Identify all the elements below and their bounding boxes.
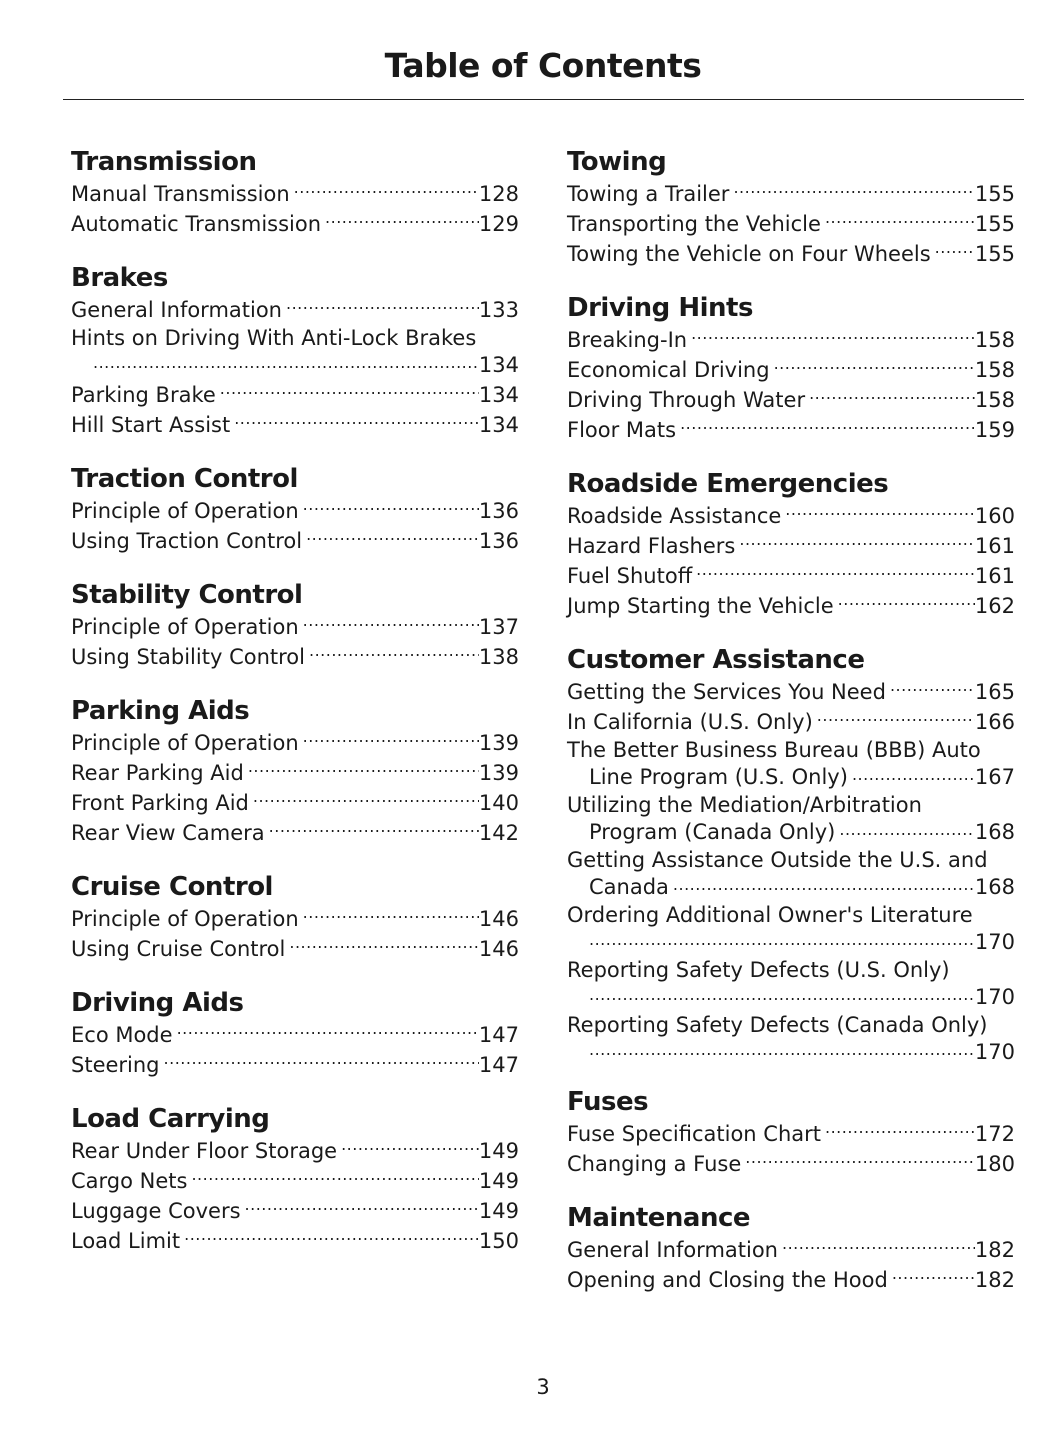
entry-page-number: 166	[974, 710, 1015, 734]
toc-entry[interactable]	[567, 737, 1015, 788]
dot-leader	[234, 411, 479, 432]
entry-title: Manual Transmission	[71, 182, 290, 206]
entry-page-number: 139	[478, 761, 519, 785]
toc-entry[interactable]	[71, 818, 519, 848]
dot-leader	[191, 1167, 478, 1188]
entry-page-number: 182	[974, 1238, 1015, 1262]
toc-entry[interactable]	[71, 1196, 519, 1226]
entry-title: Economical Driving	[567, 358, 770, 382]
entry-page-number: 149	[478, 1199, 519, 1223]
section-heading: Stability Control	[71, 580, 303, 610]
entry-page-number: 158	[974, 388, 1015, 412]
entry-title: Getting the Services You Need	[567, 680, 886, 704]
toc-entry[interactable]	[71, 1226, 519, 1256]
entry-page-number: 134	[478, 413, 519, 437]
toc-entry[interactable]	[567, 792, 1015, 843]
entry-title-continued: Canada	[589, 875, 669, 899]
toc-section-load-carrying	[71, 1102, 519, 1256]
section-heading: Traction Control	[71, 464, 298, 494]
entry-title: Fuel Shutoff	[567, 564, 693, 588]
toc-section-traction-control	[71, 462, 519, 556]
dot-leader	[184, 1227, 479, 1248]
entry-page-number: 172	[974, 1122, 1015, 1146]
toc-entry[interactable]	[567, 179, 1015, 209]
entry-title: General Information	[567, 1238, 778, 1262]
dot-leader	[269, 819, 479, 840]
dot-leader	[220, 381, 479, 402]
entry-page-number: 155	[974, 212, 1015, 236]
entry-page-number: 170	[974, 930, 1015, 954]
entry-title: Rear Parking Aid	[71, 761, 244, 785]
entry-page-number: 160	[974, 504, 1015, 528]
toc-section-customer-assistance	[567, 643, 1015, 1063]
entry-title: Towing the Vehicle on Four Wheels	[567, 242, 931, 266]
entry-page-number: 168	[974, 875, 1015, 899]
section-heading: Transmission	[71, 147, 257, 177]
toc-entry[interactable]	[567, 355, 1015, 385]
dot-leader	[589, 983, 975, 1004]
toc-entry[interactable]	[71, 1020, 519, 1050]
dot-leader	[589, 1038, 975, 1059]
dot-leader	[303, 497, 479, 518]
toc-entry[interactable]	[567, 1265, 1015, 1295]
entry-page-number: 134	[478, 353, 519, 377]
dot-leader	[785, 502, 975, 523]
dot-leader	[733, 180, 974, 201]
toc-entry[interactable]	[567, 902, 1015, 953]
toc-entry[interactable]	[567, 501, 1015, 531]
entry-title: General Information	[71, 298, 282, 322]
toc-right-column	[567, 145, 1015, 1317]
toc-entry[interactable]	[567, 561, 1015, 591]
entry-title: Front Parking Aid	[71, 791, 249, 815]
toc-entry[interactable]	[71, 380, 519, 410]
toc-entry[interactable]	[71, 934, 519, 964]
entry-title: Automatic Transmission	[71, 212, 322, 236]
entry-page-number: 138	[478, 645, 519, 669]
toc-section-driving-aids	[71, 986, 519, 1080]
entry-page-number: 146	[478, 907, 519, 931]
entry-page-number: 158	[974, 358, 1015, 382]
entry-title: In California (U.S. Only)	[567, 710, 813, 734]
entry-page-number: 147	[478, 1053, 519, 1077]
toc-section-cruise-control	[71, 870, 519, 964]
dot-leader	[782, 1236, 975, 1257]
entry-page-number: 133	[478, 298, 519, 322]
dot-leader	[341, 1137, 479, 1158]
entry-title: Hill Start Assist	[71, 413, 231, 437]
dot-leader	[825, 210, 975, 231]
toc-section-maintenance	[567, 1201, 1015, 1295]
entry-page-number: 162	[974, 594, 1015, 618]
dot-leader	[286, 296, 479, 317]
dot-leader	[890, 678, 975, 699]
entry-title: Roadside Assistance	[567, 504, 782, 528]
toc-entry[interactable]	[71, 209, 519, 239]
section-heading: Driving Aids	[71, 988, 244, 1018]
entry-page-number: 137	[478, 615, 519, 639]
entry-page-number: 134	[478, 383, 519, 407]
entry-title: Using Traction Control	[71, 529, 303, 553]
page-number: 3	[536, 1375, 550, 1399]
entry-title: Luggage Covers	[71, 1199, 241, 1223]
dot-leader	[289, 935, 479, 956]
dot-leader	[253, 789, 479, 810]
toc-section-roadside-emergencies	[567, 467, 1015, 621]
toc-entry[interactable]	[567, 209, 1015, 239]
toc-entry[interactable]	[567, 957, 1015, 1008]
toc-section-brakes	[71, 261, 519, 440]
entry-page-number: 180	[974, 1152, 1015, 1176]
toc-entry[interactable]	[567, 531, 1015, 561]
dot-leader	[306, 527, 479, 548]
entry-page-number: 136	[478, 529, 519, 553]
toc-entry[interactable]	[567, 325, 1015, 355]
section-heading: Parking Aids	[71, 696, 250, 726]
entry-title: Cargo Nets	[71, 1169, 188, 1193]
entry-title: Steering	[71, 1053, 160, 1077]
dot-leader	[892, 1266, 975, 1287]
toc-entry[interactable]	[567, 1012, 1015, 1063]
toc-entry[interactable]	[71, 410, 519, 440]
dot-leader	[809, 386, 975, 407]
entry-page-number: 161	[974, 534, 1015, 558]
toc-entry[interactable]	[567, 1119, 1015, 1149]
dot-leader	[935, 240, 975, 261]
entry-page-number: 128	[478, 182, 519, 206]
toc-entry[interactable]	[71, 526, 519, 556]
entry-title-continued: Program (Canada Only)	[589, 820, 836, 844]
entry-page-number: 155	[974, 182, 1015, 206]
toc-entry[interactable]	[71, 295, 519, 325]
toc-entry[interactable]	[567, 1235, 1015, 1265]
entry-title: Hazard Flashers	[567, 534, 736, 558]
dot-leader	[739, 532, 975, 553]
dot-leader	[245, 1197, 479, 1218]
entry-title: Fuse Specification Chart	[567, 1122, 821, 1146]
toc-entry[interactable]	[567, 385, 1015, 415]
section-heading: Cruise Control	[71, 872, 273, 902]
entry-title: Load Limit	[71, 1229, 181, 1253]
dot-leader	[325, 210, 479, 231]
dot-leader	[248, 759, 479, 780]
entry-title: Eco Mode	[71, 1023, 173, 1047]
toc-left-column	[71, 145, 519, 1278]
entry-page-number: 167	[974, 765, 1015, 789]
entry-title: Breaking-In	[567, 328, 688, 352]
entry-title: Hints on Driving With Anti-Lock Brakes	[71, 326, 477, 350]
dot-leader	[838, 592, 975, 613]
entry-title: Ordering Additional Owner's Literature	[567, 903, 973, 927]
entry-page-number: 161	[974, 564, 1015, 588]
toc-entry[interactable]	[567, 847, 1015, 898]
entry-page-number: 147	[478, 1023, 519, 1047]
dot-leader	[303, 613, 479, 634]
entry-page-number: 155	[974, 242, 1015, 266]
entry-title: Rear View Camera	[71, 821, 265, 845]
entry-title: Parking Brake	[71, 383, 216, 407]
dot-leader	[852, 763, 975, 784]
section-heading: Customer Assistance	[567, 645, 865, 675]
entry-page-number: 150	[478, 1229, 519, 1253]
section-heading: Brakes	[71, 263, 168, 293]
toc-entry[interactable]	[71, 788, 519, 818]
entry-page-number: 168	[974, 820, 1015, 844]
toc-entry[interactable]	[71, 496, 519, 526]
entry-title: Using Cruise Control	[71, 937, 286, 961]
dot-leader	[164, 1051, 479, 1072]
dot-leader	[696, 562, 975, 583]
dot-leader	[177, 1021, 479, 1042]
dot-leader	[745, 1150, 975, 1171]
toc-section-driving-hints	[567, 291, 1015, 445]
dot-leader	[825, 1120, 975, 1141]
entry-title: Floor Mats	[567, 418, 677, 442]
entry-title: Jump Starting the Vehicle	[567, 594, 834, 618]
title-divider	[63, 99, 1024, 100]
toc-entry[interactable]	[71, 758, 519, 788]
dot-leader	[817, 708, 975, 729]
toc-entry[interactable]	[567, 415, 1015, 445]
toc-section-transmission	[71, 145, 519, 239]
entry-title: Principle of Operation	[71, 499, 299, 523]
entry-title: Principle of Operation	[71, 615, 299, 639]
dot-leader	[680, 416, 975, 437]
toc-entry[interactable]	[71, 612, 519, 642]
entry-title: Utilizing the Mediation/Arbitration	[567, 793, 922, 817]
dot-leader	[691, 326, 975, 347]
toc-entry[interactable]	[567, 591, 1015, 621]
entry-title: Reporting Safety Defects (U.S. Only)	[567, 958, 950, 982]
entry-title: Transporting the Vehicle	[567, 212, 821, 236]
section-heading: Maintenance	[567, 1203, 751, 1233]
entry-title: Using Stability Control	[71, 645, 305, 669]
entry-page-number: 129	[478, 212, 519, 236]
entry-page-number: 140	[478, 791, 519, 815]
entry-title: Opening and Closing the Hood	[567, 1268, 888, 1292]
entry-page-number: 139	[478, 731, 519, 755]
entry-title: Changing a Fuse	[567, 1152, 742, 1176]
entry-page-number: 149	[478, 1139, 519, 1163]
section-heading: Towing	[567, 147, 667, 177]
entry-title: Principle of Operation	[71, 731, 299, 755]
toc-entry[interactable]	[71, 1166, 519, 1196]
entry-title: Driving Through Water	[567, 388, 806, 412]
toc-entry[interactable]	[567, 677, 1015, 707]
entry-title: Reporting Safety Defects (Canada Only)	[567, 1013, 988, 1037]
entry-title: Rear Under Floor Storage	[71, 1139, 338, 1163]
entry-page-number: 182	[974, 1268, 1015, 1292]
toc-section-parking-aids	[71, 694, 519, 848]
toc-entry[interactable]	[71, 1050, 519, 1080]
toc-section-fuses	[567, 1085, 1015, 1179]
toc-entry[interactable]	[71, 728, 519, 758]
toc-entry[interactable]	[567, 707, 1015, 737]
toc-entry[interactable]	[567, 239, 1015, 269]
dot-leader	[93, 351, 479, 372]
toc-entry[interactable]	[71, 904, 519, 934]
toc-entry[interactable]	[71, 179, 519, 209]
entry-page-number: 136	[478, 499, 519, 523]
page-title: Table of Contents	[384, 46, 702, 85]
entry-page-number: 165	[974, 680, 1015, 704]
entry-page-number: 149	[478, 1169, 519, 1193]
dot-leader	[303, 905, 479, 926]
dot-leader	[589, 928, 975, 949]
toc-entry[interactable]	[71, 325, 519, 376]
entry-page-number: 146	[478, 937, 519, 961]
dot-leader	[309, 643, 479, 664]
entry-page-number: 142	[478, 821, 519, 845]
entry-title: Getting Assistance Outside the U.S. and	[567, 848, 988, 872]
toc-entry[interactable]	[567, 1149, 1015, 1179]
entry-title: Principle of Operation	[71, 907, 299, 931]
entry-title-continued: Line Program (U.S. Only)	[589, 765, 848, 789]
entry-page-number: 170	[974, 985, 1015, 1009]
dot-leader	[294, 180, 479, 201]
toc-entry[interactable]	[71, 1136, 519, 1166]
section-heading: Driving Hints	[567, 293, 753, 323]
toc-entry[interactable]	[71, 642, 519, 672]
entry-title: Towing a Trailer	[567, 182, 730, 206]
section-heading: Roadside Emergencies	[567, 469, 889, 499]
entry-page-number: 170	[974, 1040, 1015, 1064]
entry-page-number: 158	[974, 328, 1015, 352]
entry-title: The Better Business Bureau (BBB) Auto	[567, 738, 981, 762]
dot-leader	[303, 729, 479, 750]
entry-page-number: 159	[974, 418, 1015, 442]
dot-leader	[774, 356, 975, 377]
section-heading: Fuses	[567, 1087, 649, 1117]
dot-leader	[839, 818, 975, 839]
section-heading: Load Carrying	[71, 1104, 270, 1134]
toc-section-towing	[567, 145, 1015, 269]
toc-section-stability-control	[71, 578, 519, 672]
dot-leader	[673, 873, 975, 894]
